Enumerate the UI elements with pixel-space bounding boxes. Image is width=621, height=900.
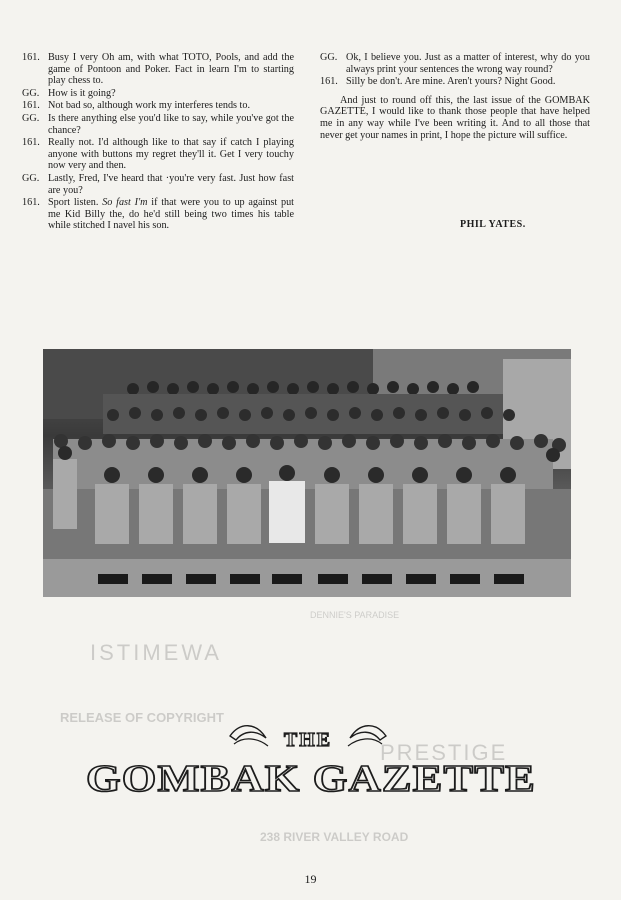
speaker-label: 161. — [22, 52, 40, 63]
page-number: 19 — [304, 872, 317, 886]
masthead-title-text: GOMBAK GAZETTE — [86, 758, 536, 800]
entry-text: Really not. I'd although like to that say if catch I playing anyone with buttons my regret they'll it. Get I very touchy now very and then. — [48, 137, 294, 172]
entry-text: Is there anything else you'd like to say, while you've got the chance? — [48, 112, 294, 136]
speaker-label: GG. — [22, 112, 40, 124]
entry-text: Sport listen. So fast I'm if that were you to up against put me Kid Billy the, do he'd still being two times his table while stitched I navel his son. — [48, 197, 295, 232]
interview-left-column — [22, 52, 294, 233]
bleed-through-line: DENNIE'S PARADISE — [310, 610, 400, 620]
speaker-label: GG. — [22, 172, 40, 184]
entry-text: Not bad so, although work my interferes tends to. — [48, 100, 251, 112]
bleed-through-line: ISTIMEWA — [90, 640, 222, 665]
interview-entry — [22, 100, 294, 112]
closing-paragraph: And just to round off this, the last issue of the GOMBAK GAZETTE, I would like to thank those people that have helped me in any way while I've been writing it. And to all those that never get your names in print, I hope the picture will suffice. — [320, 94, 590, 141]
speaker-label: 161. — [320, 76, 338, 88]
interview-entry — [22, 52, 294, 87]
interview-entry — [22, 113, 294, 136]
masthead-the-text: THE — [283, 729, 333, 751]
speaker-label: 161. — [22, 137, 40, 149]
bleed-through-line: PRESTIGE — [380, 740, 508, 765]
interview-entry — [22, 197, 294, 232]
entry-text: How is it going? — [48, 87, 116, 99]
speaker-label: GG. — [22, 87, 40, 99]
group-photo — [43, 349, 571, 597]
masthead-title-logo — [82, 753, 540, 803]
interview-entry — [22, 88, 294, 100]
interview-entry — [22, 137, 294, 172]
entry-text: Ok, I believe you. Just as a matter of interest, why do you always print your sentences the wrong way round? — [346, 52, 590, 75]
speaker-label: 161. — [22, 197, 40, 209]
bleed-through-line: 238 RIVER VALLEY ROAD — [260, 830, 409, 844]
interview-entry — [320, 76, 590, 88]
interview-entry — [320, 52, 590, 75]
entry-text: Busy I very Oh am, with what TOTO, Pools, and add the game of Pontoon and Poker. Fact in learn I'm to starting play chess to. — [48, 52, 294, 87]
bleed-through-line: RELEASE OF COPYRIGHT — [60, 710, 224, 725]
group-photo-illustration — [43, 349, 571, 597]
entry-text: Silly be don't. Are mine. Aren't yours? Night Good. — [346, 76, 556, 88]
speaker-label: 161. — [22, 100, 40, 112]
interview-entry — [22, 173, 294, 196]
speaker-label: GG. — [320, 52, 338, 63]
entry-text: Lastly, Fred, I've heard that ·you're very fast. Just how fast are you? — [48, 172, 294, 196]
author-signature: PHIL YATES. — [460, 219, 526, 230]
interview-right-column — [320, 52, 590, 141]
